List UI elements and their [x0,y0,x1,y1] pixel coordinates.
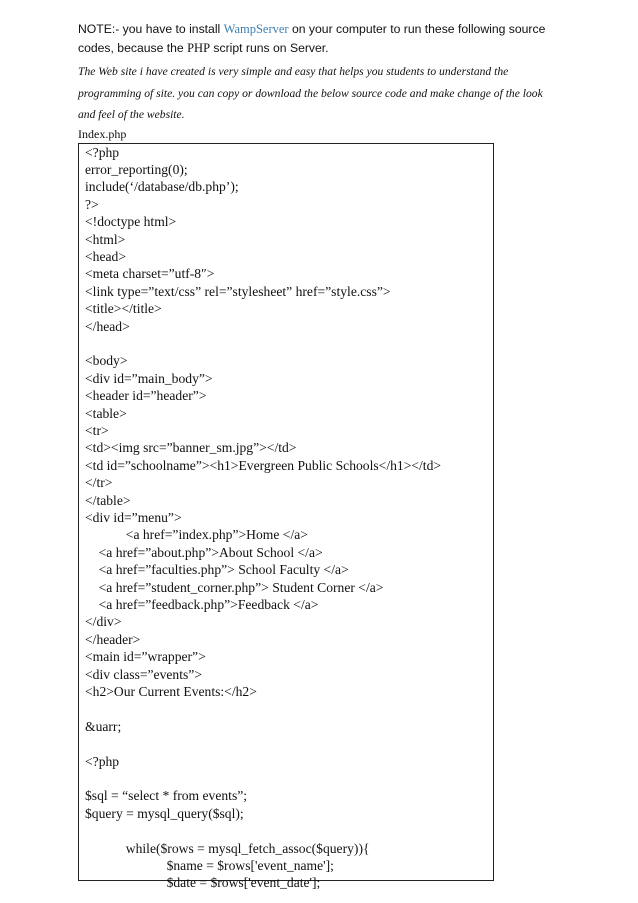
intro-paragraph: The Web site i have created is very simple and easy that helps you students to understand the programming of site. you can copy or download the below source code and make change of the look and feel of the website. [78,65,543,121]
code-line: <link type=”text/css” rel=”stylesheet” href=”style.css”> [85,283,391,299]
code-line: <?php [85,144,120,160]
file-name-label: Index.php [78,126,127,141]
code-line: <title></title> [85,301,162,317]
code-line: &uarr; [85,718,122,734]
code-line [85,770,493,787]
code-line: <tr> [85,422,109,438]
code-line: </table> [85,492,131,508]
code-line [85,700,493,717]
code-line [85,335,493,352]
note-text-2: on your computer to run these following source codes, because the [78,22,546,55]
code-line: <!doctype html> [85,214,177,230]
code-line: <a href=”faculties.php”> School Faculty </a> [85,562,349,578]
code-line: </head> [85,318,130,334]
code-line: <div class=”events”> [85,666,202,682]
code-line: <?php [85,753,120,769]
install-note [78,20,558,58]
code-line: <body> [85,353,128,369]
code-line: <div id=”menu”> [85,510,182,526]
code-line: while($rows = mysql_fetch_assoc($query)){ [85,840,370,856]
code-line: include(‘/database/db.php’); [85,179,239,195]
document-page [78,20,558,891]
note-text-3: script runs on Server. [210,41,329,55]
code-line: <head> [85,248,126,264]
code-line: <td><img src=”banner_sm.jpg”></td> [85,440,297,456]
code-line [85,822,493,839]
code-line: </header> [85,631,141,647]
code-line: </div> [85,614,122,630]
code-line: <a href=”about.php”>About School </a> [85,544,323,560]
code-line: $sql = “select * from events”; [85,788,248,804]
code-line: <main id=”wrapper”> [85,649,206,665]
code-line: <div id=”main_body”> [85,370,213,386]
code-block [78,143,494,891]
code-line: <td id=”schoolname”><h1>Evergreen Public Schools</h1></td> [85,457,442,473]
code-line: $name = $rows['event_name']; [85,858,334,874]
code-line: $date = $rows['event_date']; [85,875,321,891]
code-line: <header id=”header”> [85,388,207,404]
code-line: <a href=”student_corner.php”> Student Corner </a> [85,579,384,595]
php-word: PHP [187,41,211,55]
code-line: $query = mysql_query($sql); [85,805,244,821]
code-line: ?> [85,196,99,212]
code-line: <html> [85,231,126,247]
code-line: <meta charset=”utf-8″> [85,266,215,282]
code-line: error_reporting(0); [85,161,188,177]
code-line: <a href=”index.php”>Home </a> [85,527,308,543]
code-line: </tr> [85,475,113,491]
note-text-1: NOTE:- you have to install [78,22,224,36]
code-line: <a href=”feedback.php”>Feedback </a> [85,597,319,613]
code-line: <h2>Our Current Events:</h2> [85,684,257,700]
wampserver-link[interactable]: WampServer [223,22,289,36]
code-line: <table> [85,405,127,421]
code-line [85,735,493,752]
